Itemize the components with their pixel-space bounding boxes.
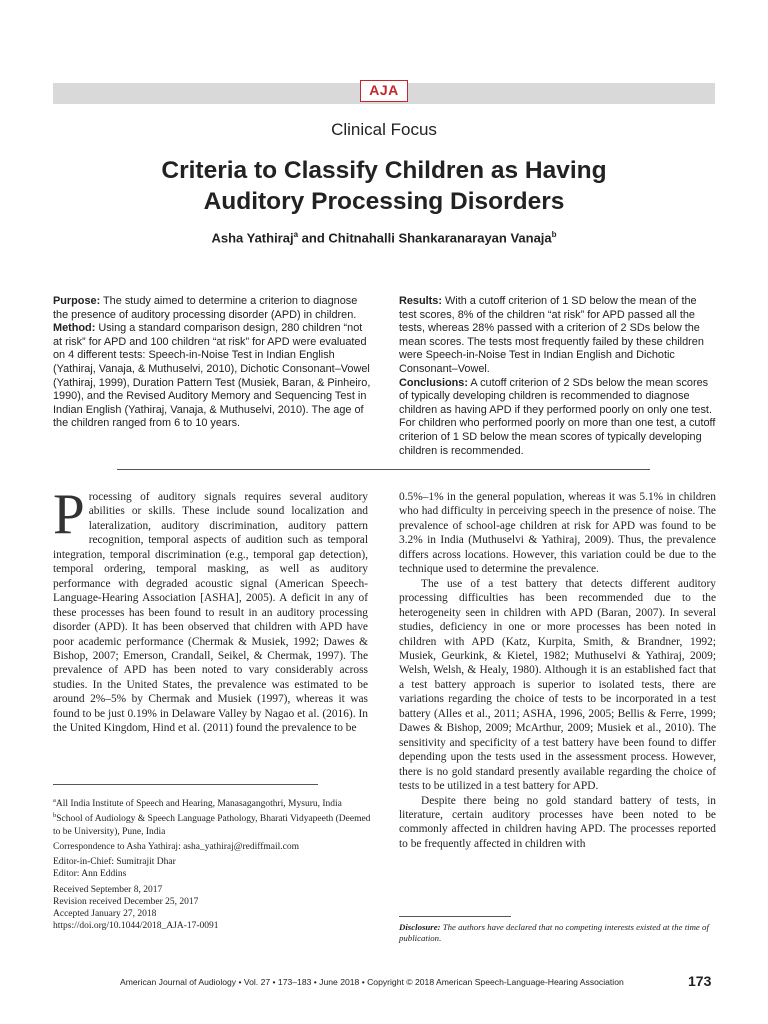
author-name: Asha Yathiraj: [211, 230, 294, 246]
abstract-left-column: [53, 295, 371, 431]
abstract-method: [53, 322, 371, 431]
body-paragraph: The use of a test battery that detects different auditory processing difficulties has been recommended due to the heterogeneity seen in children with APD (Baran, 2007). In several studies, deficiency in one or more processes has been noted in children with APD (Katz, Kurpita, Smith, & Brandner, 1992; Musiek, Geurkink, & Kietel, 1982; Muthuselvi & Yathiraj, 2009; Welsh, Welsh, & Healy, 1980). Although it is an established fact that a test battery approach is superior to isolated tests, there are variations regarding the choice of tests to be incorporated in a test battery (Alles et al., 2011; ASHA, 1996, 2005; Bellis & Ferre, 1999; Dawes & Bishop, 2009; McArthur, 2009; Musiek et al., 2010). The sensitivity and specificity of a test battery have been found to differ depending upon the tests used in the assessment process. However, there is no gold standard presently available regarding the choice of tests to be utilized in a test battery for APD.: [399, 577, 716, 793]
body-paragraph: 0.5%–1% in the general population, whereas it was 5.1% in children who had difficulty in perceiving speech in the presence of noise. The prevalence of school-age children at risk for APD was found to be 3.2% in India (Muthuselvi & Yathiraj, 2009). Thus, the prevalence differs across locations. However, this variation could be due to the technique used to determine the prevalence.: [399, 491, 716, 576]
revision-date: Revision received December 25, 2017: [53, 896, 199, 907]
correspondence: Correspondence to Asha Yathiraj: asha_yathiraj@rediffmail.com: [53, 841, 300, 852]
footnote-divider: [53, 784, 318, 785]
disclosure-text: The authors have declared that no competing interests existed at the time of publication.: [399, 922, 709, 943]
page-number: 173: [688, 973, 712, 989]
affiliation-a: [53, 795, 371, 810]
abstract-text: With a cutoff criterion of 1 SD below the mean of the test scores, 8% of the children “at risk” for APD passed all the tests, whereas 28% passed with a criterion of 2 SDs below the mean scores. The tests most frequently failed by these children were Speech-in-Noise Test in Indian English and Dichotic Consonant–Vowel.: [399, 295, 704, 375]
abstract-results: [399, 295, 717, 377]
received-date: Received September 8, 2017: [53, 884, 163, 895]
affiliation-marker: b: [53, 812, 57, 820]
abstract-label: Purpose:: [53, 295, 101, 307]
abstract-label: Conclusions:: [399, 376, 468, 389]
affiliation-text: All India Institute of Speech and Hearing, Manasagangothri, Mysuru, India: [55, 799, 342, 810]
doi-link[interactable]: https://doi.org/10.1044/2018_AJA-17-0091: [53, 921, 219, 932]
body-column-left: [53, 483, 368, 736]
affiliation-b: [53, 810, 371, 838]
drop-cap: P: [53, 483, 85, 546]
abstract-conclusions: [399, 377, 717, 459]
abstract-text: Using a standard comparison design, 280 children “not at risk” for APD and 100 children “at risk” for APD were evaluated on 4 different tests: Speech-in-Noise Test in Indian English (Yathiraj, Vanaja, & Muthuselvi, 2010), Dichotic Consonant–Vowel (Yathiraj, 1999), Duration Pattern Test (Musiek, Baran, & Pinheiro, 1990), and the Revised Auditory Memory and Sequencing Test in Indian English (Yathiraj, Vanaja, & Muthuselvi, 2010). The age of the children ranged from 6 to 10 years.: [53, 322, 371, 430]
footnotes: [53, 795, 371, 932]
abstract-divider: [117, 469, 650, 470]
abstract-text: The study aimed to determine a criterion to diagnose the presence of auditory processing disorder (APD) in children.: [53, 295, 358, 321]
author-name: Chitnahalli Shankaranarayan Vanaja: [328, 230, 552, 246]
journal-logo-badge: AJA: [360, 80, 408, 102]
authors-conjunction: and: [298, 230, 329, 246]
accepted-date: Accepted January 27, 2018: [53, 908, 157, 919]
affiliation-marker: b: [551, 230, 557, 239]
article-title-line2: Auditory Processing Disorders: [203, 188, 565, 215]
article-title: [80, 155, 688, 217]
abstract-right-column: [399, 295, 717, 458]
editor-in-chief: Editor-in-Chief: Sumitrajit Dhar: [53, 857, 176, 868]
body-paragraph: Despite there being no gold standard battery of tests, in literature, certain auditory processes have been noted to be commonly affected in children having APD. The processes reported to be frequently affected in children with: [399, 794, 716, 850]
article-title-line1: Criteria to Classify Children as Having: [161, 157, 607, 184]
abstract-text: A cutoff criterion of 2 SDs below the mean scores of typically developing children is recommended to diagnose children as having APD if they performed poorly on only one test. For children who performed poorly on more than one test, a cutoff criterion of 1 SD below the mean scores of typically developing children is recommended.: [399, 376, 716, 457]
abstract-label: Method:: [53, 322, 96, 335]
body-paragraph: [53, 483, 368, 736]
abstract-purpose: [53, 295, 371, 322]
disclosure-note: [399, 922, 717, 944]
affiliation-marker: a: [293, 230, 299, 239]
affiliation-text: School of Audiology & Speech Language Pathology, Bharati Vidyapeeth (Deemed to be University), Pune, India: [53, 814, 371, 837]
editor: Editor: Ann Eddins: [53, 869, 127, 880]
section-label: Clinical Focus: [331, 120, 437, 139]
abstract-label: Results:: [399, 295, 442, 307]
footer-citation: American Journal of Audiology • Vol. 27 • 173–183 • June 2018 • Copyright © 2018 American Speech-Language-Hearing Association: [120, 977, 624, 987]
affiliation-marker: a: [53, 797, 56, 804]
body-column-right: [399, 490, 716, 851]
author-list: [0, 230, 768, 245]
body-text: rocessing of auditory signals requires several auditory abilities or skills. These include sound localization and lateralization, auditory discrimination, auditory pattern recognition, temporal aspects of audition such as temporal integration, temporal discrimination (e.g., temporal gap detection), temporal ordering, temporal masking, as well as auditory performance with degraded acoustic signal (American Speech-Language-Hearing Association [ASHA], 2005). A deficit in any of these processes has been found to result in an auditory processing disorder (APD). It has been observed that children with APD have poor academic performance (Chermak & Musiek, 1992; Dawes & Bishop, 2007; Emerson, Crandall, Seikel, & Chermak, 1997). The prevalence of APD has been noted to vary considerably across studies. In the United States, the prevalence was estimated to be around 2%–5% by Chermak and Musiek (1997), whereas it was found to be just 0.19% in Delaware Valley by Nagao et al. (2016). In the United Kingdom, Hind et al. (2011) found the prevalence to be: [53, 491, 368, 735]
disclosure-label: Disclosure:: [399, 922, 441, 932]
disclosure-divider: [399, 916, 511, 917]
